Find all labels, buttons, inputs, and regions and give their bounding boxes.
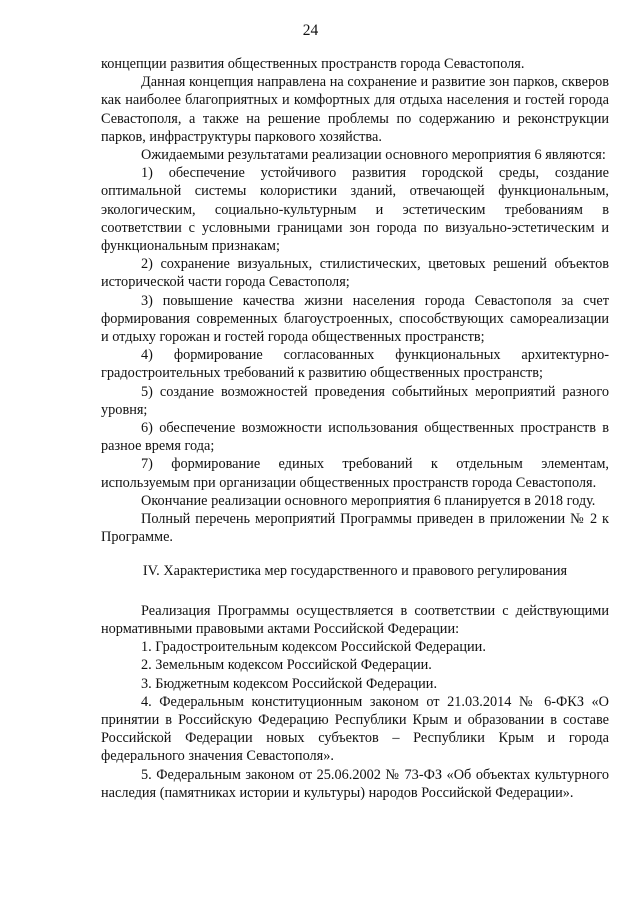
law-item-3: 3. Бюджетным кодексом Российской Федерации.	[141, 675, 438, 692]
result-item-1: 1) обеспечение устойчивого развития городской среды, создание оптимальной системы колористики зданий, отвечающей функциональным, экологическим, социально-культурным и эстетическим требованиям в соответствии с условными границами зон города по визуально-эстетическим и функциональным признакам;	[101, 165, 609, 255]
result-item-2: 2) сохранение визуальных, стилистических, цветовых решений объектов исторической части города Севастополя;	[101, 256, 609, 291]
law-item-5: 5. Федеральным законом от 25.06.2002 № 73-ФЗ «Об объектах культурного наследия (памятниках истории и культуры) народов Российской Федерации».	[101, 766, 609, 801]
paragraph-full-list-reference: Полный перечень мероприятий Программы приведен в приложении № 2 к Программе.	[101, 511, 609, 546]
section-heading: IV. Характеристика мер государственного и правового регулирования	[142, 563, 568, 580]
law-item-4: 4. Федеральным конституционным законом от 21.03.2014 № 6-ФКЗ «О принятии в Российскую Федерацию Республики Крым и образовании в составе Российской Федерации новых субъектов – Республики Крым и города федерального значения Севастополя».	[101, 693, 609, 765]
law-item-2: 2. Земельным кодексом Российской Федерации.	[141, 657, 432, 674]
result-item-7: 7) формирование единых требований к отдельным элементам, используемым при организации общественных пространств города Севастополя.	[101, 456, 609, 491]
paragraph-concept-continuation: концепции развития общественных пространств города Севастополя.	[101, 56, 525, 72]
paragraph-concept-description: Данная концепция направлена на сохранение и развитие зон парков, скверов как наиболее благоприятных и комфортных для отдыха населения и гостей города Севастополя, а также на решение проблемы по содержанию и реконструкции парков, инфраструктуры паркового хозяйства.	[101, 74, 609, 145]
result-item-4: 4) формирование согласованных функциональных архитектурно-градостроительных требований к развитию общественных пространств;	[101, 347, 609, 382]
result-item-3: 3) повышение качества жизни населения города Севастополя за счет формирования современных благоустроенных, способствующих самореализации и отдыху горожан и гостей города общественных пространств;	[101, 292, 609, 346]
result-item-6: 6) обеспечение возможности использования общественных пространств в разное время года;	[101, 420, 609, 455]
paragraph-expected-results-intro: Ожидаемыми результатами реализации основного мероприятия 6 являются:	[141, 147, 606, 164]
law-item-1: 1. Градостроительным кодексом Российской Федерации.	[141, 639, 486, 656]
document-body	[101, 55, 609, 802]
paragraph-completion-date: Окончание реализации основного мероприятия 6 планируется в 2018 году.	[141, 492, 596, 509]
result-item-5: 5) создание возможностей проведения событийных мероприятий разного уровня;	[101, 383, 609, 418]
page-number: 24	[302, 22, 319, 39]
paragraph-regulation-intro: Реализация Программы осуществляется в соответствии с действующими нормативными правовыми актами Российской Федерации:	[101, 602, 609, 637]
